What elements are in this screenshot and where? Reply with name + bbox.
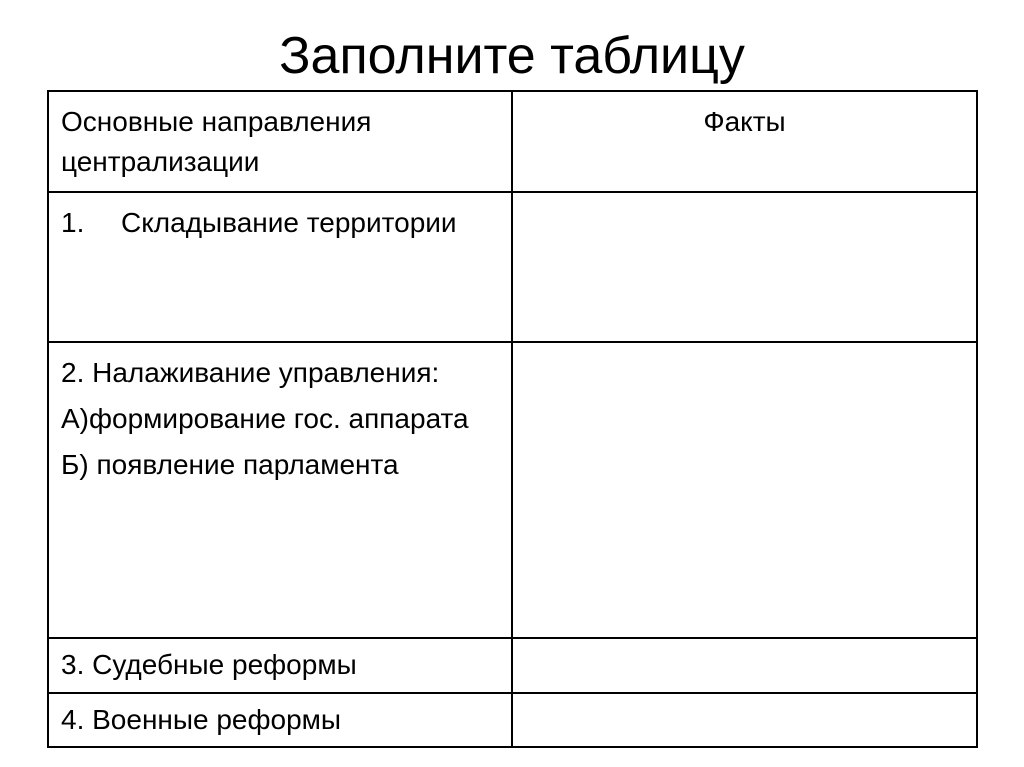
header-facts: Факты	[512, 91, 977, 192]
row-4-facts-cell[interactable]	[512, 693, 977, 747]
header-directions: Основные направления централизации	[48, 91, 512, 192]
item-number: 1.	[61, 207, 85, 238]
table-row	[48, 192, 977, 342]
table-header-row	[48, 91, 977, 192]
row-2-facts-cell[interactable]	[512, 342, 977, 638]
centralization-table	[47, 90, 978, 748]
slide-title: Заполните таблицу	[279, 27, 745, 85]
row-1-facts-cell[interactable]	[512, 192, 977, 342]
numbered-item	[61, 203, 499, 243]
row-3-direction: 3. Судебные реформы	[48, 638, 512, 693]
row-2-line-1: 2. Налаживание управления:	[61, 357, 440, 388]
row-2-line-3: Б) появление парламента	[61, 449, 399, 480]
row-1-direction	[48, 192, 512, 342]
row-4-direction: 4. Военные реформы	[48, 693, 512, 747]
row-2-direction	[48, 342, 512, 638]
row-3-facts-cell[interactable]	[512, 638, 977, 693]
row-2-line-2: А)формирование гос. аппарата	[61, 403, 469, 434]
item-label: Складывание территории	[121, 207, 457, 238]
table-row	[48, 693, 977, 747]
table-row	[48, 342, 977, 638]
table-row	[48, 638, 977, 693]
